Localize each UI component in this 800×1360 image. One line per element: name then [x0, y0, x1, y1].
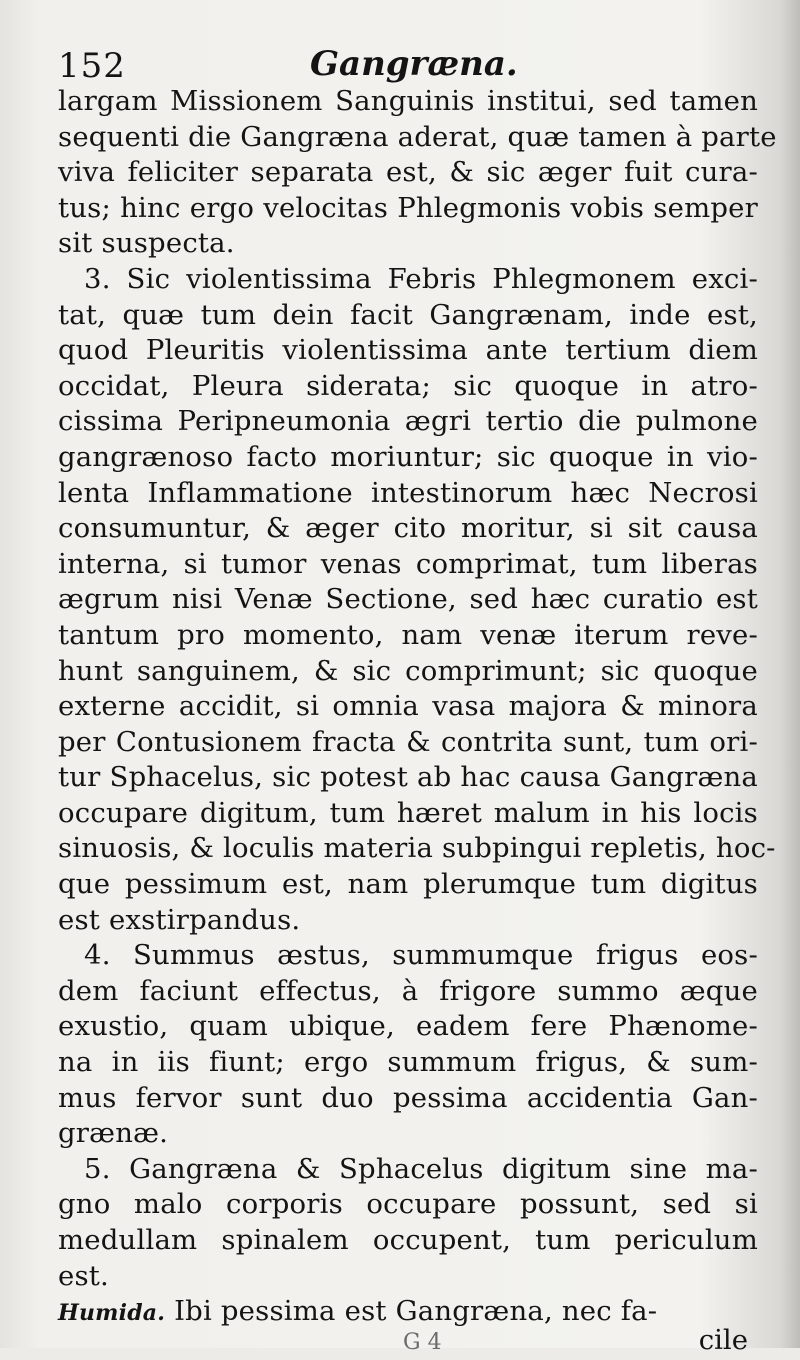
- text-line: sequenti die Gangræna aderat, quæ tamen à parte: [58, 120, 777, 153]
- text-line-humida: [58, 1294, 758, 1330]
- text-line: sinuosis, & loculis materia subpingui repletis, hoc-: [58, 832, 776, 865]
- text-line: cissima Peripneumonia ægri tertio die pulmone: [58, 405, 758, 438]
- text-line: dem faciunt effectus, à frigore summo æque: [58, 974, 758, 1007]
- text-line: occidat, Pleura siderata; sic quoque in atro-: [58, 369, 758, 402]
- text-line: per Contusionem fracta & contrita sunt, tum ori-: [58, 725, 758, 758]
- text-line: tur Sphacelus, sic potest ab hac causa Gangræna: [58, 761, 758, 794]
- text-line: na in iis fiunt; ergo summum frigus, & sum-: [58, 1046, 758, 1079]
- text-line: ægrum nisi Venæ Sectione, sed hæc curatio est: [58, 583, 758, 616]
- text-line: grænæ.: [58, 1117, 169, 1150]
- text-line: gno malo corporis occupare possunt, sed si: [58, 1188, 758, 1221]
- text-line: lenta Inflammatione intestinorum hæc Necrosi: [58, 476, 758, 509]
- text-line: consumuntur, & æger cito moritur, si sit causa: [58, 512, 758, 545]
- text-line: que pessimum est, nam plerumque tum digitus: [58, 868, 758, 901]
- text-line: mus fervor sunt duo pessima accidentia Gan-: [58, 1081, 758, 1114]
- text-line: 5. Gangræna & Sphacelus digitum sine ma-: [84, 1152, 758, 1185]
- text-line: hunt sanguinem, & sic comprimunt; sic quoque: [58, 654, 758, 687]
- text-line: quod Pleuritis violentissima ante tertium diem: [58, 334, 758, 367]
- text-line: est exstirpandus.: [58, 903, 301, 936]
- text-line: gangrænoso facto moriuntur; sic quoque in vio-: [58, 440, 758, 473]
- catchword: cile: [698, 1323, 748, 1356]
- text-line: 3. Sic violentissima Febris Phlegmonem exci-: [84, 262, 758, 295]
- text-line: externe accidit, si omnia vasa majora & minora: [58, 690, 758, 723]
- text-line-content: Ibi pessima est Gangræna, nec fa-: [174, 1295, 658, 1328]
- text-line: largam Missionem Sanguinis institui, sed tamen: [58, 85, 758, 117]
- page-footer: [58, 1323, 758, 1360]
- text-line: tat, quæ tum dein facit Gangrænam, inde est,: [58, 298, 758, 331]
- text-line: tus; hinc ergo velocitas Phlegmonis vobis semper: [58, 191, 758, 224]
- signature-mark: G 4: [403, 1329, 442, 1355]
- body-text: [58, 84, 777, 1360]
- text-line: viva feliciter separata est, & sic æger fuit cura-: [58, 156, 758, 189]
- text-line: sit suspecta.: [58, 227, 235, 260]
- text-line: tantum pro momento, nam venæ iterum reve-: [58, 618, 758, 651]
- text-line: occupare digitum, tum hæret malum in his locis: [58, 796, 758, 829]
- text-line: interna, si tumor venas comprimat, tum liberas: [58, 547, 758, 580]
- text-line: est.: [58, 1259, 109, 1292]
- text-line: exustio, quam ubique, eadem fere Phænome-: [58, 1010, 758, 1043]
- page-number: 152: [58, 46, 126, 86]
- text-line: 4. Summus æstus, summumque frigus eos-: [84, 939, 758, 972]
- running-head: Gangræna.: [310, 44, 518, 84]
- text-line: medullam spinalem occupent, tum periculum: [58, 1224, 758, 1256]
- marginal-sidehead: Humida.: [58, 1300, 166, 1327]
